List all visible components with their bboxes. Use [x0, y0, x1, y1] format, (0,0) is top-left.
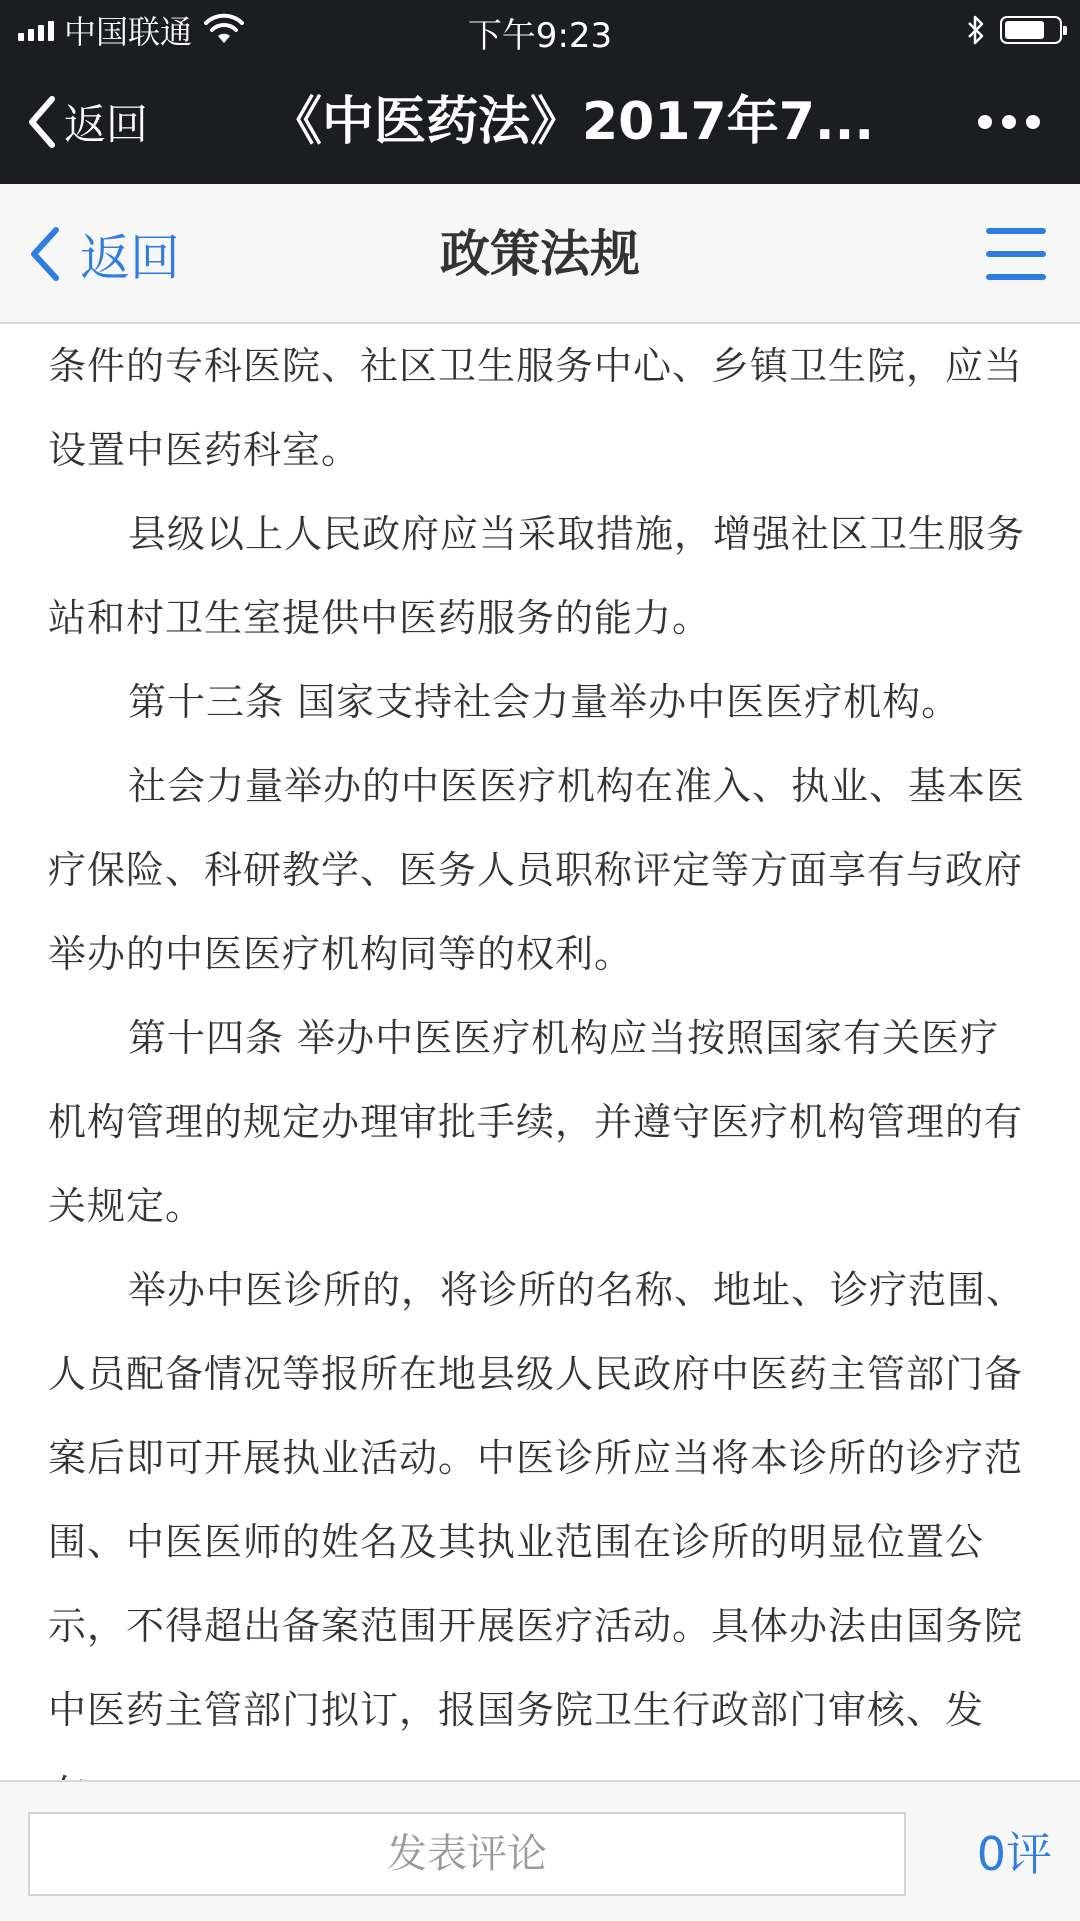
article-content[interactable] — [0, 324, 1080, 1780]
carrier-name: 中国联通 — [64, 13, 193, 51]
comment-count-button[interactable]: 0评 — [976, 1827, 1052, 1881]
comment-bar — [0, 1780, 1080, 1921]
status-time: 下午9:23 — [467, 16, 613, 56]
more-options-button[interactable] — [978, 90, 1040, 154]
menu-icon[interactable] — [986, 228, 1046, 280]
browser-back-button[interactable] — [26, 90, 148, 154]
battery-icon — [1000, 16, 1062, 44]
article-paragraph: 第十四条 举办中医医疗机构应当按照国家有关医疗机构管理的规定办理审批手续，并遵守医疗机构管理的有关规定。 — [48, 1016, 1024, 1228]
article-paragraph: 县级以上人民政府应当采取措施，增强社区卫生服务站和村卫生室提供中医药服务的能力。 — [48, 512, 1026, 640]
article-paragraph: 条件的专科医院、社区卫生服务中心、乡镇卫生院，应当设置中医药科室。 — [48, 344, 1024, 472]
browser-back-label: 返回 — [64, 100, 149, 149]
bluetooth-icon — [966, 14, 986, 46]
page-title: 《中医药法》2017年7... — [270, 92, 875, 152]
article-paragraph: 第十三条 国家支持社会力量举办中医医疗机构。 — [128, 680, 961, 724]
browser-nav-bar — [0, 60, 1080, 184]
section-title: 政策法规 — [440, 225, 640, 283]
back-label: 返回 — [80, 229, 180, 287]
comment-input[interactable]: 发表评论 — [28, 1812, 906, 1896]
status-bar — [0, 0, 1080, 60]
page-header — [0, 184, 1080, 324]
article-paragraph: 举办中医诊所的，将诊所的名称、地址、诊疗范围、人员配备情况等报所在地县级人民政府中医药主管部门备案后即可开展执业活动。中医诊所应当将本诊所的诊疗范围、中医医师的姓名及其执业范围在诊所的明显位置公示，不得超出备案范围开展医疗活动。具体办法由国务院中医药主管部门拟订，报国务院卫生行政部门审核、发 — [48, 1268, 1026, 1732]
chevron-left-icon — [26, 95, 56, 149]
article-paragraph: 社会力量举办的中医医疗机构在准入、执业、基本医疗保险、科研教学、医务人员职称评定等方面享有与政府举办的中医医疗机构同等的权利。 — [48, 764, 1026, 976]
